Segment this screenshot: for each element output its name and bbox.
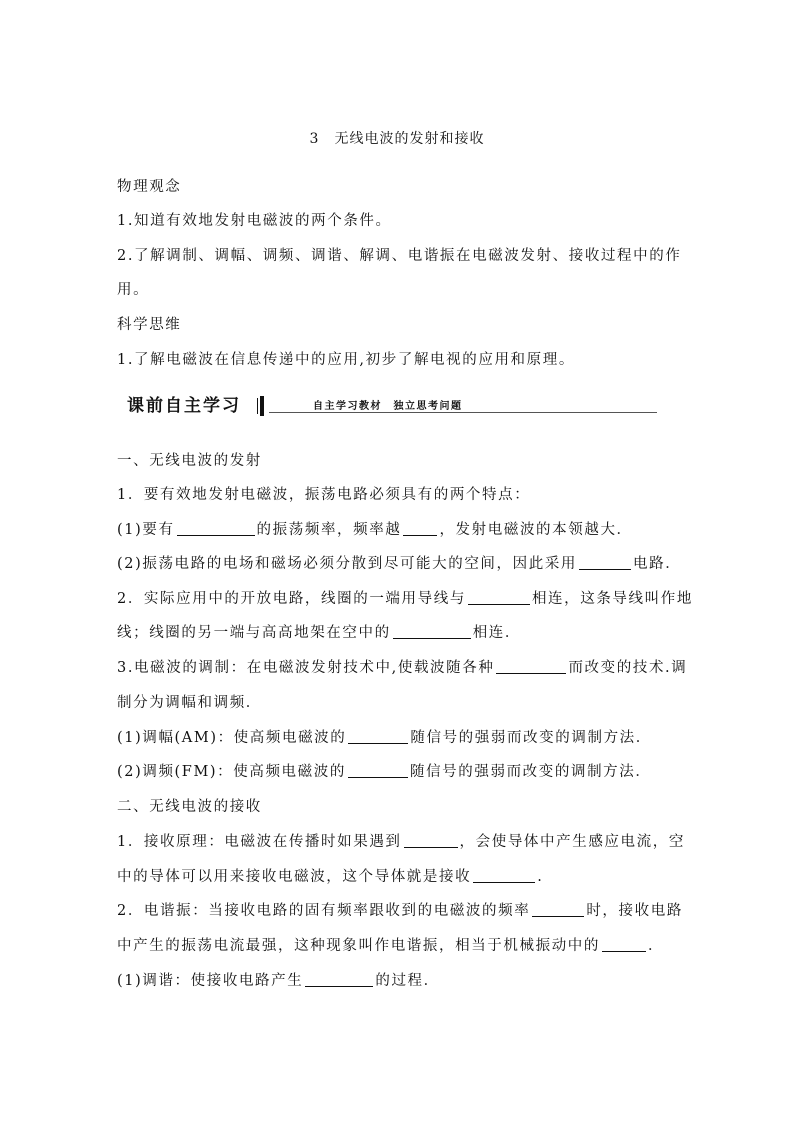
text: ，发射电磁波的本领越大． bbox=[439, 522, 633, 538]
page-title: 3 无线电波的发射和接收 bbox=[309, 131, 485, 147]
fill-blank[interactable] bbox=[393, 624, 471, 639]
fill-blank[interactable] bbox=[473, 868, 535, 883]
section1-p7: 制分为调幅和调频． bbox=[117, 695, 262, 711]
text: (1)调谐：使接收电路产生 bbox=[117, 973, 304, 989]
fill-blank[interactable] bbox=[496, 659, 566, 674]
text: 1．接收原理：电磁波在传播时如果遇到 bbox=[117, 834, 402, 850]
text: 的过程． bbox=[375, 973, 440, 989]
fill-blank[interactable] bbox=[305, 972, 373, 987]
section1-p3 bbox=[117, 553, 687, 575]
section2-heading: 二、无线电波的接收 bbox=[117, 799, 262, 815]
text: (2)调频(FM)：使高频电磁波的 bbox=[117, 764, 346, 780]
section2-p3 bbox=[117, 900, 687, 922]
fill-blank[interactable] bbox=[177, 521, 255, 536]
fill-blank[interactable] bbox=[348, 729, 408, 744]
text: 的振荡频率，频率越 bbox=[256, 522, 402, 538]
section1-p1: 1．要有效地发射电磁波，振荡电路必须具有的两个特点： bbox=[117, 487, 531, 503]
section1-p2 bbox=[117, 519, 687, 541]
section1-p4 bbox=[117, 588, 693, 610]
section1-heading: 一、无线电波的发射 bbox=[117, 453, 262, 469]
text: 相连，这条导线叫作地 bbox=[531, 591, 693, 607]
text: 随信号的强弱而改变的调制方法． bbox=[410, 730, 652, 746]
text: 而改变的技术.调 bbox=[568, 660, 688, 676]
objective-item-3: 1.了解电磁波在信息传递中的应用,初步了解电视的应用和原理。 bbox=[117, 352, 575, 368]
fill-blank[interactable] bbox=[403, 521, 437, 536]
fill-blank[interactable] bbox=[348, 763, 408, 778]
fill-blank[interactable] bbox=[468, 590, 530, 605]
fill-blank[interactable] bbox=[532, 902, 584, 917]
text: (1)要有 bbox=[117, 522, 175, 538]
fill-blank[interactable] bbox=[602, 937, 646, 952]
section2-p4 bbox=[117, 935, 687, 957]
objective-item-1: 1.知道有效地发射电磁波的两个条件。 bbox=[117, 213, 392, 229]
section1-p8 bbox=[117, 727, 687, 749]
banner-divider-bold bbox=[260, 396, 264, 416]
text: 中产生的振荡电流最强，这种现象叫作电谐振，相当于机械振动中的 bbox=[117, 938, 600, 954]
banner-divider bbox=[257, 398, 258, 414]
text: 中的导体可以用来接收电磁波，这个导体就是接收 bbox=[117, 869, 472, 885]
banner-label: 课前自主学习 bbox=[119, 394, 259, 418]
banner-rule bbox=[269, 412, 657, 413]
text: (1)调幅(AM)：使高频电磁波的 bbox=[117, 730, 347, 746]
text: 2．电谐振：当接收电路的固有频率跟收到的电磁波的频率 bbox=[117, 903, 531, 919]
fill-blank[interactable] bbox=[579, 555, 631, 570]
text: 2．实际应用中的开放电路，线圈的一端用导线与 bbox=[117, 591, 466, 607]
banner-subtitle: 自主学习教材 独立思考问题 bbox=[313, 401, 463, 412]
text: ． bbox=[648, 938, 665, 954]
section1-p9 bbox=[117, 761, 687, 783]
text: . bbox=[537, 869, 544, 885]
text: 电路． bbox=[633, 556, 682, 572]
objective-item-2-cont: 用。 bbox=[117, 282, 150, 298]
section2-p2 bbox=[117, 866, 687, 888]
section1-p6 bbox=[117, 657, 687, 679]
heading-scientific-thinking: 科学思维 bbox=[117, 317, 182, 333]
heading-physics-concept: 物理观念 bbox=[117, 179, 182, 195]
section2-p1 bbox=[117, 831, 687, 853]
section2-p5 bbox=[117, 970, 687, 992]
text: 3.电磁波的调制：在电磁波发射技术中,使载波随各种 bbox=[117, 660, 495, 676]
text: 线；线圈的另一端与高高地架在空中的 bbox=[117, 625, 391, 641]
objective-item-2: 2.了解调制、调幅、调频、调谐、解调、电谐振在电磁波发射、接收过程中的作 bbox=[117, 248, 682, 264]
text: ，会使导体中产生感应电流，空 bbox=[459, 834, 685, 850]
section-banner bbox=[117, 394, 657, 418]
section1-p5 bbox=[117, 622, 687, 644]
text: (2)振荡电路的电场和磁场必须分散到尽可能大的空间，因此采用 bbox=[117, 556, 578, 572]
text: 随信号的强弱而改变的调制方法． bbox=[409, 764, 652, 780]
fill-blank[interactable] bbox=[404, 833, 458, 848]
text: 相连． bbox=[472, 625, 522, 641]
text: 时，接收电路 bbox=[586, 903, 683, 919]
